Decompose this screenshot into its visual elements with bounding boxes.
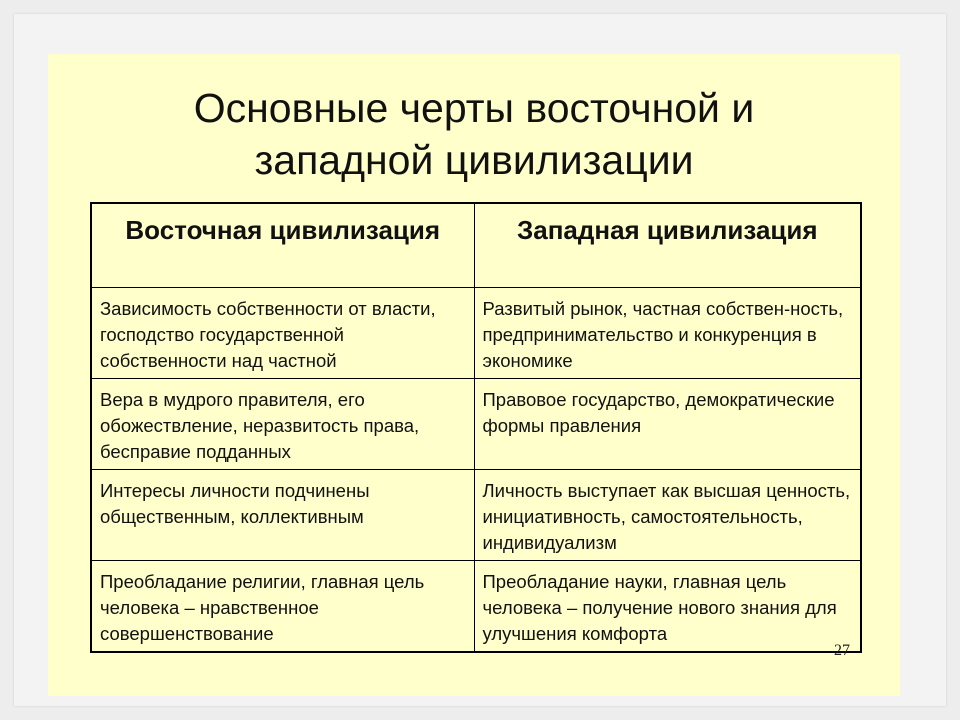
cell-eastern: Зависимость собственности от власти, господство государственной собственности над частной <box>91 287 474 378</box>
cell-eastern: Преобладание религии, главная цель человека – нравственное совершенствование <box>91 560 474 652</box>
table-header-row <box>91 203 861 287</box>
cell-western: Преобладание науки, главная цель человека – получение нового знания для улучшения комфорта <box>474 560 861 652</box>
cell-western: Развитый рынок, частная собствен-ность, предпринимательство и конкуренция в экономике <box>474 287 861 378</box>
slide-title-line-1: Основные черты восточной и <box>193 85 755 131</box>
header-western: Западная цивилизация <box>474 203 861 287</box>
slide <box>14 14 946 706</box>
table-row <box>91 378 861 469</box>
table-row <box>91 560 861 652</box>
slide-content-panel <box>48 54 900 696</box>
table-row <box>91 469 861 560</box>
comparison-table <box>90 202 862 653</box>
cell-western: Правовое государство, демократические формы правления <box>474 378 861 469</box>
header-eastern: Восточная цивилизация <box>91 203 474 287</box>
cell-western: Личность выступает как высшая ценность, инициативность, самостоятельность, индивидуализм <box>474 469 861 560</box>
cell-eastern: Вера в мудрого правителя, его обожествление, неразвитость права, бесправие подданных <box>91 378 474 469</box>
page-number: 27 <box>834 642 850 659</box>
slide-title-line-2: западной цивилизации <box>254 137 694 183</box>
cell-eastern: Интересы личности подчинены общественным, коллективным <box>91 469 474 560</box>
table-row <box>91 287 861 378</box>
slide-title <box>48 82 900 186</box>
